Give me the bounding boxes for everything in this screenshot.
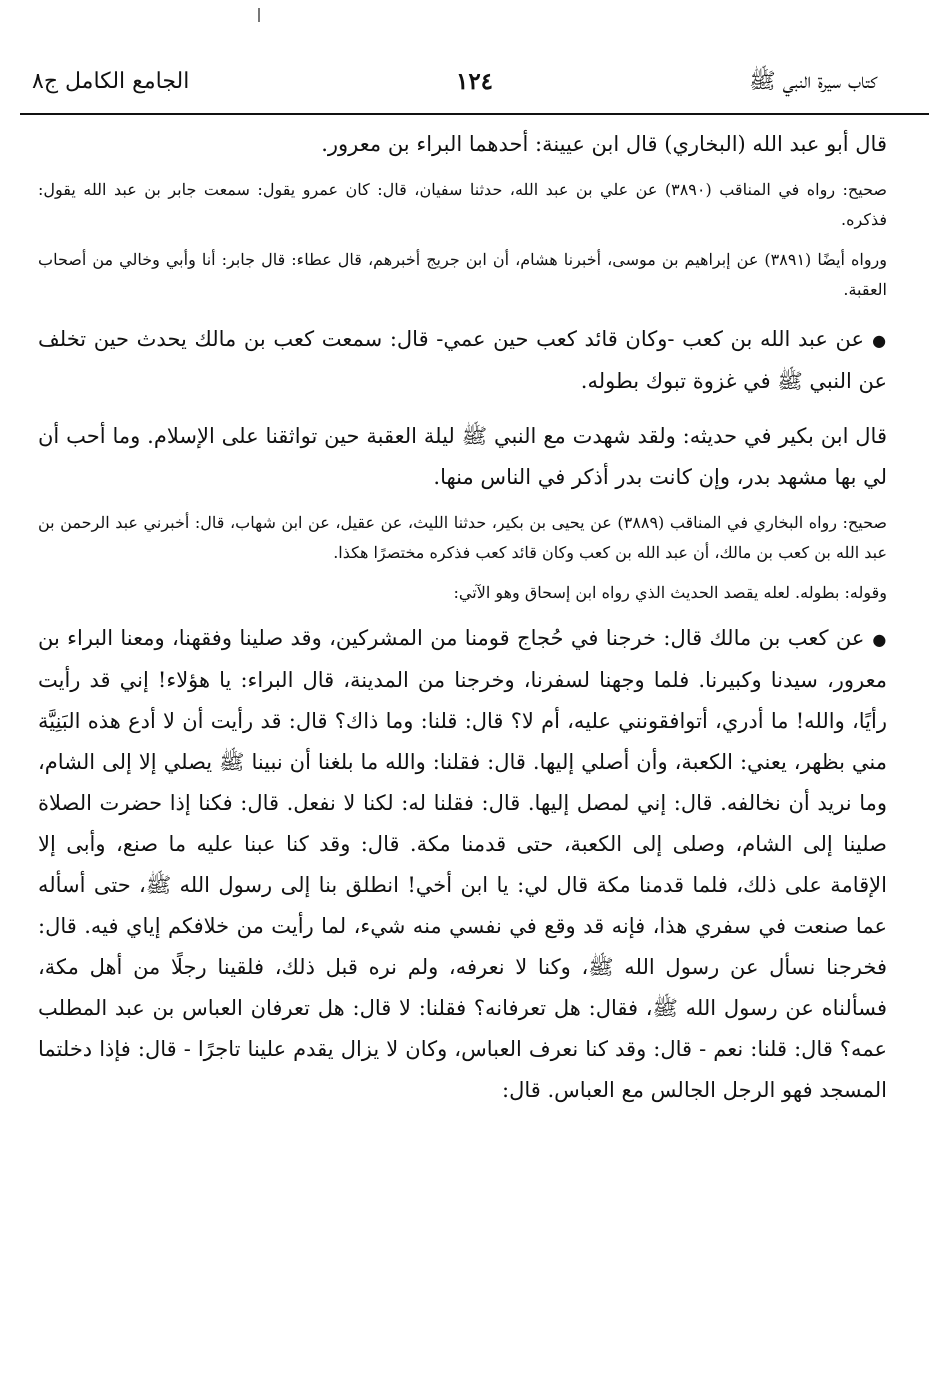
paragraph-text: عن كعب بن مالك قال: خرجنا في حُجاج قومنا من المشركين، وقد صلينا وفقهنا، ومعنا البراء بن معرور، سيدنا وكبيرنا. فلما وجهنا لسفرنا، وخرجنا من المدينة، قال البراء: يا هؤلاء! إني قد رأيت رأيًا، والله! ما أدري، أتوافقونني عليه، أم لا؟ قال: قلنا: وما ذاك؟ قال: قد رأيت أن لا أدع هذه البَنِيَّة مني بظهر، يعني: الكعبة، وأن أصلي إليها. قال: فقلنا: والله ما بلغنا أن نبينا ﷺ يصلي إلا إلى الشام، وما نريد أن نخالفه. قال: إني لمصل إليها. قال: فقلنا له: لكنا لا نفعل. قال: فكنا إذا حضرت الصلاة صلينا إلى الشام، وصلى إلى الكعبة، حتى قدمنا مكة. قال: وقد كنا عبنا عليه ما صنع، وأبى إلا الإقامة على ذلك، فلما قدمنا مكة قال لي: يا ابن أخي! انطلق بنا إلى رسول الله ﷺ، حتى أسأله عما صنعت في سفري هذا، فإنه قد وقع في نفسي منه شيء، لما رأيت من خلافكم إياي فيه. قال: فخرجنا نسأل عن رسول الله ﷺ، وكنا لا نعرفه، ولم نره قبل ذلك، فلقينا رجلًا من أهل مكة، فسألناه عن رسول الله ﷺ، فقال: هل تعرفانه؟ فقلنا: لا قال: هل تعرفان العباس بن عبد المطلب عمه؟ قال: قلنا: نعم - قال: وقد كنا نعرف العباس، وكان لا يزال يقدم علينا تاجرًا - قال: فإذا دخلتما المسجد فهو الرجل الجالس مع العباس. قال: (38, 626, 887, 1102)
paragraph-text: عن عبد الله بن كعب -وكان قائد كعب حين عمي- قال: سمعت كعب بن مالك يحدث حين تخلف عن النبي ﷺ في غزوة تبوك بطوله. (38, 327, 887, 393)
collection-title: الجامع الكامل ج٨ (32, 69, 190, 94)
paragraph (38, 416, 887, 498)
page-header (20, 62, 929, 102)
book-title: كتاب سيرة النبي ﷺ (749, 69, 877, 94)
paragraph (38, 245, 887, 305)
paragraph (38, 175, 887, 235)
paragraph-text: ورواه أيضًا (٣٨٩١) عن إبراهيم بن موسى، أخبرنا هشام، أن ابن جريج أخبرهم، قال عطاء: قال جابر: أنا وأبي وخالي من أصحاب العقبة. (38, 250, 888, 299)
paragraph-text: صحيح: رواه البخاري في المناقب (٣٨٨٩) عن يحيى بن بكير، حدثنا الليث، عن عقيل، عن ابن شهاب، قال: أخبرني عبد الرحمن بن عبد الله بن كعب بن مالك، أن عبد الله بن كعب وكان قائد كعب فذكره مختصرًا هكذا. (38, 513, 888, 562)
paragraph (38, 578, 887, 608)
paragraph-text: قال أبو عبد الله (البخاري) قال ابن عيينة: أحدهما البراء بن معرور. (321, 132, 887, 156)
page-body (38, 124, 887, 1111)
bullet-icon: ● (872, 630, 887, 649)
paragraph-text: قال ابن بكير في حديثه: ولقد شهدت مع النبي ﷺ ليلة العقبة حين تواثقنا على الإسلام. وما أحب أن لي بها مشهد بدر، وإن كانت بدر أذكر في الناس منها. (38, 424, 887, 489)
paragraph (38, 618, 887, 1111)
paragraph (38, 124, 887, 165)
paragraph (38, 508, 887, 568)
bullet-icon: ● (872, 331, 887, 350)
paragraph-text: صحيح: رواه في المناقب (٣٨٩٠) عن علي بن عبد الله، حدثنا سفيان، قال: كان عمرو يقول: سمعت جابر بن عبد الله يقول: فذكره. (38, 180, 887, 229)
paragraph-text: وقوله: بطوله. لعله يقصد الحديث الذي رواه ابن إسحاق وهو الآتي: (453, 583, 887, 602)
paragraph (38, 319, 887, 402)
header-rule (20, 113, 929, 115)
page-number: ١٢٤ (455, 68, 494, 95)
scan-mark (258, 8, 260, 22)
